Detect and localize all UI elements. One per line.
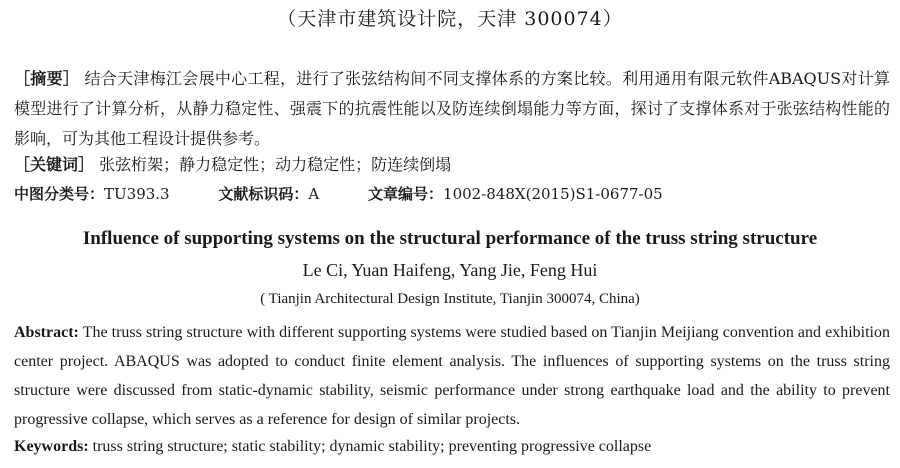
clc-label: 中图分类号： (14, 185, 105, 203)
abstract-en-text: The truss string structure with different supporting systems were studied based on Tianjin Meijiang convention and exhibition center project. ABAQUS was adopted to conduct finite element analysis. The influences of supporting systems on the truss string structure were discussed from static-dynamic stability, seismic performance under strong earthquake load and the ability to prevent progressive collapse, which serves as a reference for design of similar projects. (14, 324, 890, 428)
affiliation-cn: （天津市建筑设计院，天津 300074） (277, 8, 623, 30)
article-number-label: 文章编号： (368, 185, 444, 203)
keywords-en-label: Keywords: (14, 438, 89, 455)
document-code-value: A (308, 185, 320, 203)
classification-meta (14, 180, 890, 208)
document-code (218, 180, 319, 208)
abstract-cn-text: 结合天津梅江会展中心工程，进行了张弦结构间不同支撑体系的方案比较。利用通用有限元软件ABAQUS对计算模型进行了计算分析，从静力稳定性、强震下的抗震性能以及防连续倒塌能力等方面，探讨了支撑体系对于张弦结构性能的影响，可为其他工程设计提供参考。 (14, 69, 890, 148)
article-number-value: 1002-848X(2015)S1-0677-05 (443, 185, 663, 203)
clc-value: TU393.3 (104, 185, 170, 203)
keywords-en (14, 432, 890, 461)
keywords-cn (14, 150, 890, 180)
keywords-cn-text: 张弦桁架；静力稳定性；动力稳定性；防连续倒塌 (99, 155, 452, 174)
abstract-en (14, 318, 890, 434)
clc-number (14, 180, 170, 208)
abstract-en-label: Abstract: (14, 324, 79, 341)
keywords-en-text: truss string structure; static stability; dynamic stability; preventing progressive collapse (88, 438, 652, 455)
document-code-label: 文献标识码： (218, 185, 309, 203)
keywords-cn-label: ［关键词］ (14, 155, 95, 174)
affiliation-en: ( Tianjin Architectural Design Institute, Tianjin 300074, China) (260, 291, 640, 307)
abstract-cn (14, 64, 890, 154)
article-number (368, 180, 663, 208)
authors-en: Le Ci, Yuan Haifeng, Yang Jie, Feng Hui (302, 260, 598, 280)
paper-title-en: Influence of supporting systems on the structural performance of the truss string structure (82, 228, 818, 249)
abstract-cn-label: ［摘要］ (14, 69, 80, 88)
